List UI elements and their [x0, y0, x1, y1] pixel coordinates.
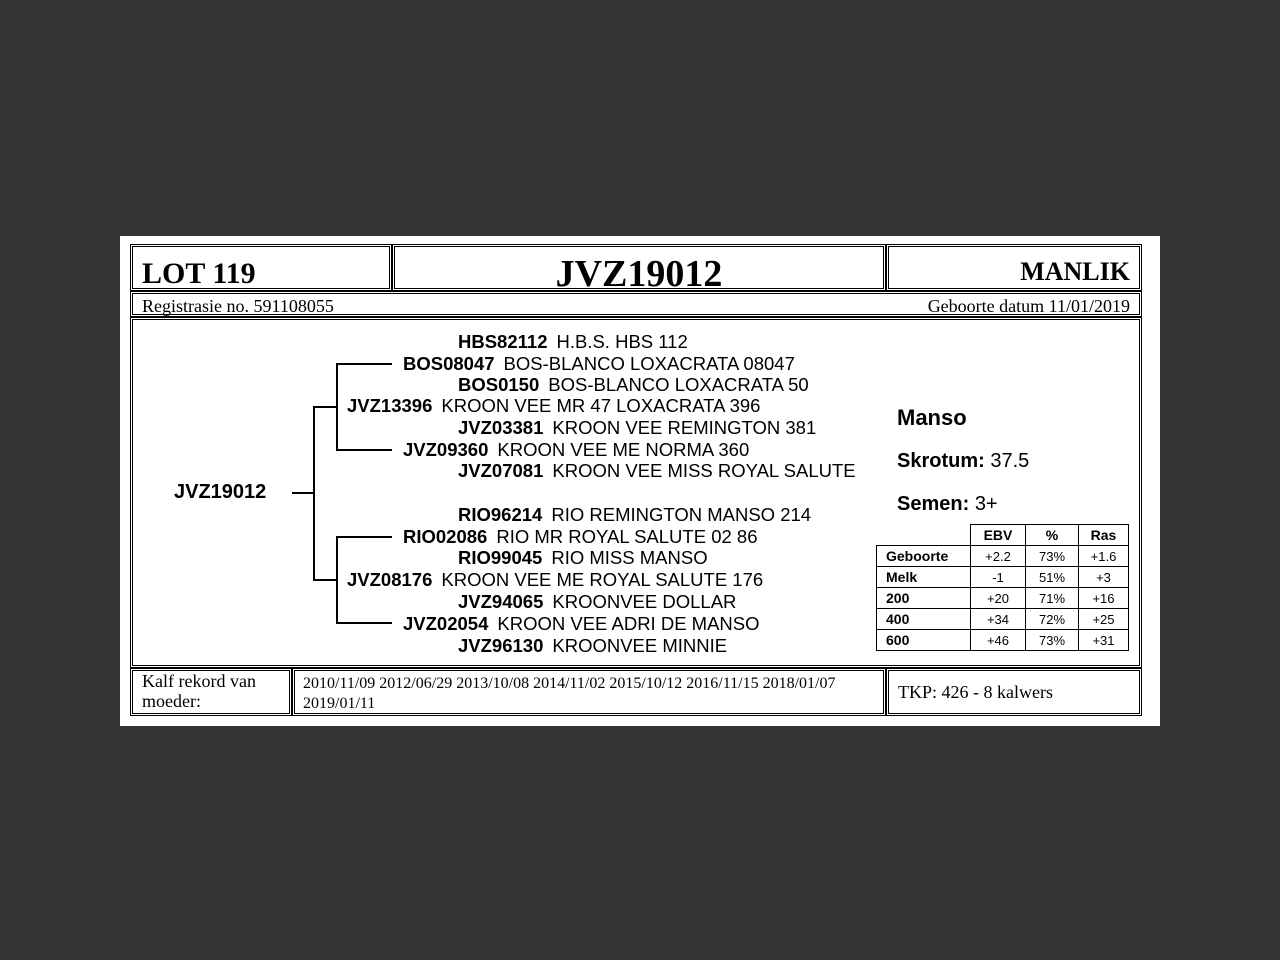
- pedigree-row: [458, 417, 816, 439]
- pedigree-name: KROON VEE ME NORMA 360: [497, 439, 750, 460]
- pedigree-row: [458, 591, 736, 613]
- pedigree-connector: [313, 579, 337, 581]
- pedigree-connector: [313, 406, 315, 580]
- registration-number: Registrasie no. 591108055: [142, 296, 334, 316]
- pedigree-id: RIO96214: [458, 504, 543, 525]
- ebv-row: [877, 567, 1129, 588]
- scrotum-label: Skrotum:: [897, 450, 985, 472]
- pedigree-row: [403, 613, 760, 635]
- pedigree-id: JVZ13396: [347, 395, 433, 416]
- animal-code-cell: [392, 244, 886, 295]
- pedigree-connector: [336, 622, 392, 624]
- pedigree-subject: JVZ19012: [174, 481, 267, 503]
- ebv-breed-avg: +1.6: [1079, 546, 1129, 567]
- lot-cell: [130, 244, 392, 291]
- pedigree-id: BOS08047: [403, 353, 495, 374]
- pedigree-name: RIO MR ROYAL SALUTE 02 86: [496, 526, 758, 547]
- pedigree-id: JVZ07081: [458, 460, 544, 481]
- ebv-header: %: [1026, 525, 1079, 546]
- ebv-breed-avg: +16: [1079, 588, 1129, 609]
- pedigree-connector: [336, 536, 392, 538]
- ebv-row: [877, 630, 1129, 651]
- pedigree-id: HBS82112: [458, 331, 548, 352]
- pedigree-connector: [313, 406, 337, 408]
- ebv-accuracy: 73%: [1026, 630, 1079, 651]
- scrotum-value: 37.5: [990, 450, 1030, 472]
- ebv-value: +34: [971, 609, 1026, 630]
- ebv-value: +2.2: [971, 546, 1026, 567]
- pedigree-connector: [336, 363, 338, 450]
- pedigree-connector: [336, 363, 392, 365]
- pedigree-row: [403, 353, 795, 375]
- semen: [897, 493, 998, 516]
- calf-record-label: Kalf rekord van moeder:: [142, 671, 256, 711]
- tkp-summary: TKP: 426 - 8 kalwers: [898, 682, 1053, 702]
- pedigree-id: BOS0150: [458, 374, 540, 395]
- pedigree-name: BOS-BLANCO LOXACRATA 08047: [503, 353, 795, 374]
- animal-sex: MANLIK: [1020, 257, 1130, 286]
- semen-label: Semen:: [897, 493, 970, 515]
- tkp-cell: [886, 668, 1142, 716]
- pedigree-row: [347, 395, 760, 417]
- pedigree-row: [347, 569, 763, 591]
- semen-value: 3+: [974, 493, 998, 515]
- pedigree-row: [458, 374, 809, 396]
- pedigree-row: [403, 439, 749, 461]
- registration-row: [130, 291, 1142, 317]
- ebv-row-label: Melk: [877, 567, 971, 588]
- pedigree-name: KROON VEE MISS ROYAL SALUTE: [552, 460, 856, 481]
- pedigree-name: BOS-BLANCO LOXACRATA 50: [548, 374, 809, 395]
- ebv-accuracy: 51%: [1026, 567, 1079, 588]
- ebv-accuracy: 71%: [1026, 588, 1079, 609]
- ebv-value: +46: [971, 630, 1026, 651]
- lot-number: LOT 119: [142, 257, 256, 290]
- pedigree-id: JVZ96130: [458, 635, 544, 656]
- pedigree-id: RIO02086: [403, 526, 488, 547]
- pedigree-id: JVZ02054: [403, 613, 489, 634]
- pedigree-connector: [336, 536, 338, 624]
- pedigree-name: KROON VEE REMINGTON 381: [552, 417, 817, 438]
- pedigree-name: KROONVEE MINNIE: [552, 635, 728, 656]
- pedigree-id: RIO99045: [458, 547, 543, 568]
- ebv-row: [877, 588, 1129, 609]
- pedigree-row: [458, 460, 856, 482]
- pedigree-connector: [292, 492, 314, 494]
- pedigree-id: JVZ94065: [458, 591, 544, 612]
- pedigree-name: KROON VEE ME ROYAL SALUTE 176: [441, 569, 764, 590]
- ebv-row-label: Geboorte: [877, 546, 971, 567]
- ebv-breed-avg: +25: [1079, 609, 1129, 630]
- ebv-value: +20: [971, 588, 1026, 609]
- sire-name: Manso: [897, 405, 967, 430]
- pedigree-row: [458, 331, 688, 353]
- ebv-row: [877, 609, 1129, 630]
- ebv-header-row: [877, 525, 1129, 546]
- ebv-breed-avg: +31: [1079, 630, 1129, 651]
- pedigree-id: JVZ09360: [403, 439, 489, 460]
- pedigree-name: KROON VEE MR 47 LOXACRATA 396: [441, 395, 761, 416]
- pedigree-row: [458, 504, 811, 526]
- ebv-row-label: 600: [877, 630, 971, 651]
- calf-record-dates-cell: [292, 668, 886, 716]
- birth-date: Geboorte datum 11/01/2019: [927, 296, 1130, 316]
- ebv-row-label: 400: [877, 609, 971, 630]
- pedigree-row: [458, 547, 708, 569]
- pedigree-row: [458, 635, 727, 657]
- ebv-row-label: 200: [877, 588, 971, 609]
- ebv-accuracy: 72%: [1026, 609, 1079, 630]
- pedigree-name: KROONVEE DOLLAR: [552, 591, 737, 612]
- ebv-table: [876, 524, 1129, 651]
- animal-code: JVZ19012: [555, 253, 723, 295]
- pedigree-name: KROON VEE ADRI DE MANSO: [497, 613, 760, 634]
- ebv-header: Ras: [1079, 525, 1129, 546]
- calf-record-dates: 2010/11/09 2012/06/29 2013/10/08 2014/11/02 2015/10/12 2016/11/15 2018/01/07 2019/01/11: [303, 675, 836, 712]
- pedigree-id: JVZ03381: [458, 417, 544, 438]
- pedigree-name: H.B.S. HBS 112: [556, 331, 688, 352]
- pedigree-name: RIO REMINGTON MANSO 214: [551, 504, 812, 525]
- ebv-breed-avg: +3: [1079, 567, 1129, 588]
- pedigree-row: [403, 526, 758, 548]
- ebv-row: [877, 546, 1129, 567]
- ebv-header: EBV: [971, 525, 1026, 546]
- pedigree-name: RIO MISS MANSO: [551, 547, 708, 568]
- ebv-value: -1: [971, 567, 1026, 588]
- ebv-accuracy: 73%: [1026, 546, 1079, 567]
- pedigree-id: JVZ08176: [347, 569, 433, 590]
- scrotum: [897, 450, 1029, 473]
- calf-record-label-cell: [130, 668, 292, 716]
- pedigree-connector: [336, 449, 392, 451]
- sex-cell: [886, 244, 1142, 291]
